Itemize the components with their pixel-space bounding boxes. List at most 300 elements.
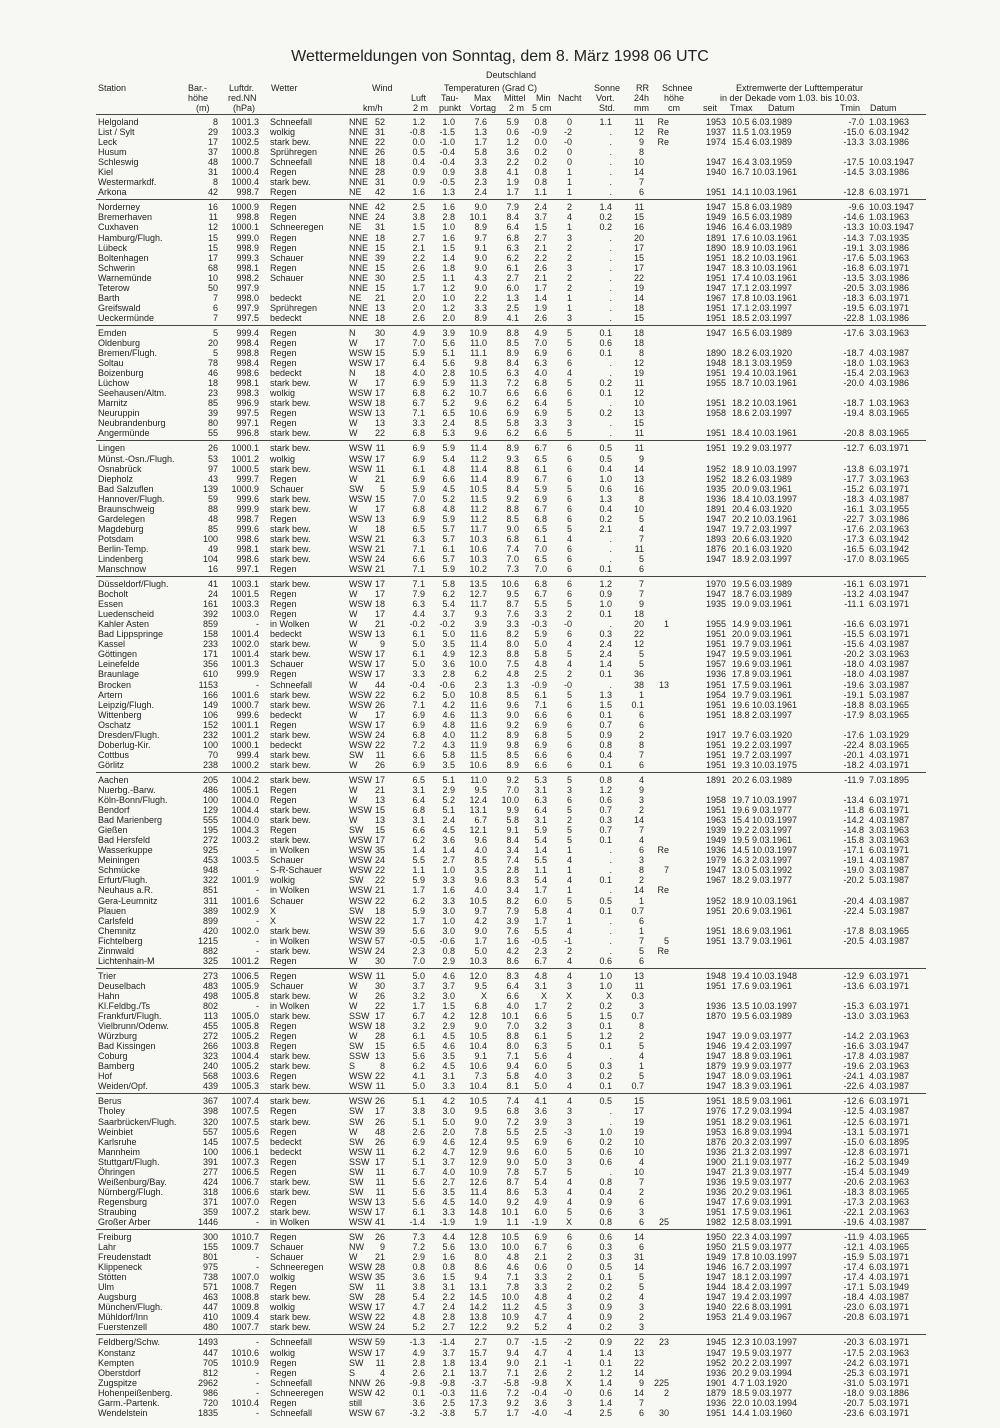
cell-wetter: stark bew. bbox=[270, 1322, 311, 1333]
cell-rr: 19 bbox=[633, 368, 644, 379]
cell-luft: 5.6 bbox=[412, 1176, 425, 1187]
cell-wetter: wolkig bbox=[270, 388, 296, 399]
table-row bbox=[96, 233, 926, 243]
cell-luft: 2.1 bbox=[412, 242, 425, 253]
cell-bar: 277 bbox=[202, 1166, 218, 1177]
cell-luftdr: 998.1 bbox=[236, 262, 259, 273]
cell-luftdr: 1000.5 bbox=[231, 463, 259, 474]
table-row bbox=[96, 1061, 926, 1071]
cell-tau: -0.4 bbox=[439, 147, 455, 158]
cell-luft: -3.2 bbox=[409, 1407, 425, 1418]
cell-tau: 2.9 bbox=[442, 785, 455, 795]
cell-sonne: . bbox=[609, 1051, 612, 1062]
cell-schnee: 25 bbox=[658, 1216, 669, 1227]
cell-rr: 0.7 bbox=[631, 1011, 644, 1022]
cell-tmin: -15.9 bbox=[843, 1252, 864, 1263]
cell-tmin: -14.2 bbox=[843, 815, 864, 826]
cell-tau: 3.0 bbox=[442, 925, 455, 936]
cell-tmax: 18.8 9.03.1961 bbox=[732, 1051, 793, 1062]
cell-mittel: 8.8 bbox=[506, 503, 519, 514]
cell-tau: 3.1 bbox=[442, 1282, 455, 1293]
cell-station: Fichtelberg bbox=[98, 935, 143, 946]
cell-mittel: 8.6 bbox=[506, 1186, 519, 1197]
cell-tau: -1.0 bbox=[439, 137, 455, 148]
cell-mittel: 8.5 bbox=[506, 749, 519, 760]
cell-wind-dir: NW bbox=[349, 1242, 364, 1253]
cell-wetter: bedeckt bbox=[270, 368, 302, 379]
cell-mittel: 5.8 bbox=[506, 1071, 519, 1082]
table-row bbox=[96, 1147, 926, 1157]
cell-seit: 1982 bbox=[705, 1216, 726, 1227]
cell-luft: 2.6 bbox=[412, 1367, 425, 1378]
cell-nacht: 5 bbox=[566, 327, 572, 338]
cell-max: 8.5 bbox=[474, 855, 487, 866]
cell-luft: 1.7 bbox=[412, 1000, 425, 1011]
cell-tau: 3.0 bbox=[442, 1106, 455, 1117]
cell-max: 10.2 bbox=[469, 564, 487, 575]
cell-luftdr: 1005.2 bbox=[231, 1031, 259, 1042]
cell-max: 9.5 bbox=[474, 785, 487, 795]
table-row bbox=[96, 885, 926, 895]
cell-tmin: -20.6 bbox=[843, 1176, 864, 1187]
cell-wind-speed: 67 bbox=[374, 1407, 385, 1418]
cell-sonne: . bbox=[609, 312, 612, 323]
cell-wetter: Schneefall bbox=[270, 117, 313, 127]
cell-wind-speed: 26 bbox=[374, 1377, 385, 1388]
cell-seit: 1947 bbox=[705, 1081, 726, 1092]
cell-mittel: 11.2 bbox=[502, 1302, 519, 1313]
table-row bbox=[96, 599, 926, 609]
cell-wind-dir: WSW bbox=[349, 533, 372, 544]
cell-nacht: 0 bbox=[566, 147, 572, 158]
cell-rr: 1 bbox=[638, 689, 644, 700]
cell-seit: 1951 bbox=[705, 1206, 726, 1217]
cell-bar: 410 bbox=[202, 1312, 218, 1323]
group-divider bbox=[96, 576, 926, 577]
cell-tmin: -18.8 bbox=[843, 699, 864, 710]
header-tmin: Tmin bbox=[840, 103, 860, 113]
cell-station: Weiden/Opf. bbox=[98, 1081, 148, 1092]
cell-wind-speed: 17 bbox=[374, 609, 385, 620]
cell-tmax: 17.8 9.03.1961 bbox=[732, 669, 793, 680]
cell-tmin-datum: 6.03.1971 bbox=[869, 1337, 910, 1348]
cell-rr: 15 bbox=[633, 418, 644, 429]
table-row bbox=[96, 1337, 926, 1347]
cell-sonne: . bbox=[609, 177, 612, 188]
cell-luftdr: - bbox=[256, 915, 259, 926]
cell-wind-speed: 22 bbox=[374, 895, 385, 906]
cell-seit: 1947 bbox=[705, 523, 726, 534]
cell-sonne: 0.6 bbox=[599, 795, 612, 806]
cell-bar: 882 bbox=[202, 945, 218, 956]
cell-luftdr: 1002.9 bbox=[231, 905, 259, 916]
cell-min: -0.9 bbox=[531, 679, 547, 690]
cell-max: 10.9 bbox=[469, 1166, 487, 1177]
cell-wind-speed: 22 bbox=[374, 865, 385, 876]
cell-tmin-datum: 3.03.1986 bbox=[869, 137, 910, 148]
cell-luft: 2.5 bbox=[412, 272, 425, 283]
cell-station: Bad Marienberg bbox=[98, 815, 163, 826]
cell-wetter: stark bew. bbox=[270, 1206, 311, 1217]
cell-wind-dir: WSW bbox=[349, 629, 372, 640]
cell-schnee: Re bbox=[657, 945, 669, 956]
cell-wind-speed: 24 bbox=[374, 729, 385, 740]
cell-min: 1.7 bbox=[534, 282, 547, 293]
cell-bar: 53 bbox=[207, 453, 218, 464]
cell-luftdr: 998.7 bbox=[236, 513, 259, 524]
cell-luft: 6.3 bbox=[412, 533, 425, 544]
cell-station: Barth bbox=[98, 292, 120, 303]
cell-luftdr: 998.8 bbox=[236, 348, 259, 359]
cell-nacht: 6 bbox=[566, 759, 572, 770]
cell-seit: 1951 bbox=[705, 925, 726, 936]
cell-schnee: 23 bbox=[658, 1337, 669, 1348]
cell-wind-dir: SW bbox=[349, 1041, 364, 1052]
cell-wind-dir: W bbox=[349, 1000, 358, 1011]
cell-luftdr: 1006.5 bbox=[231, 1166, 259, 1177]
cell-nacht: 4 bbox=[566, 1051, 572, 1062]
cell-station: Emden bbox=[98, 327, 127, 338]
table-row bbox=[96, 855, 926, 865]
cell-wetter: Regen bbox=[270, 262, 297, 273]
cell-bar: 43 bbox=[207, 473, 218, 484]
cell-bar: 420 bbox=[202, 925, 218, 936]
cell-tmin: -19.1 bbox=[843, 855, 864, 866]
cell-mittel: 8.1 bbox=[506, 1081, 519, 1092]
cell-mittel: 8.8 bbox=[506, 463, 519, 474]
cell-tmax: 18.9 10.03.1961 bbox=[732, 895, 798, 906]
cell-station: Doberlug-Kir. bbox=[98, 739, 151, 750]
cell-tau: 3.6 bbox=[442, 659, 455, 670]
cell-tmin-datum: 6.03.1971 bbox=[869, 629, 910, 640]
cell-tmax: 19.4 10.03.1948 bbox=[732, 970, 798, 981]
cell-tmin: -17.4 bbox=[843, 1262, 864, 1273]
cell-luft: 3.3 bbox=[412, 669, 425, 680]
cell-seit: 1947 bbox=[705, 649, 726, 660]
cell-seit: 1951 bbox=[705, 187, 726, 198]
cell-luftdr: 1003.8 bbox=[231, 1041, 259, 1052]
table-row bbox=[96, 1081, 926, 1091]
cell-station: Görlitz bbox=[98, 759, 125, 770]
table-row bbox=[96, 1177, 926, 1187]
table-row bbox=[96, 177, 926, 187]
cell-tmax: 19.0 9.03.1977 bbox=[732, 1031, 793, 1042]
table-row bbox=[96, 906, 926, 916]
table-row bbox=[96, 358, 926, 368]
cell-station: Coburg bbox=[98, 1051, 128, 1062]
cell-seit: 1950 bbox=[705, 1232, 726, 1243]
cell-bar: 155 bbox=[202, 1242, 218, 1253]
cell-station: Mannheim bbox=[98, 1146, 141, 1157]
cell-min: 4.5 bbox=[534, 1302, 547, 1313]
cell-luftdr: 1006.7 bbox=[231, 1176, 259, 1187]
cell-bar: 42 bbox=[207, 187, 218, 198]
cell-rr: 22 bbox=[633, 1337, 644, 1348]
cell-nacht: 4 bbox=[566, 1081, 572, 1092]
cell-min: 6.6 bbox=[534, 388, 547, 399]
cell-wind-speed: 41 bbox=[374, 1216, 385, 1227]
cell-seit: 1951 bbox=[705, 302, 726, 313]
cell-sonne: . bbox=[609, 292, 612, 303]
cell-bar: 5 bbox=[212, 348, 218, 359]
cell-rr: 6 bbox=[638, 845, 644, 856]
cell-mittel: 7.2 bbox=[506, 378, 519, 389]
cell-tmin: -12.5 bbox=[843, 1116, 864, 1127]
cell-tmin-datum: 6.03.1971 bbox=[869, 1367, 910, 1378]
cell-max: 11.0 bbox=[470, 774, 487, 785]
cell-tau: 2.4 bbox=[442, 1302, 455, 1313]
cell-schnee: Re bbox=[657, 127, 669, 138]
cell-wind-dir: SW bbox=[349, 1176, 364, 1187]
cell-nacht: 2 bbox=[566, 1000, 572, 1011]
cell-tau: 1.0 bbox=[442, 865, 455, 876]
cell-bar: 1446 bbox=[197, 1216, 218, 1227]
cell-wetter: stark bew. bbox=[270, 759, 311, 770]
cell-sonne: 0.8 bbox=[599, 739, 612, 750]
cell-min: 6.8 bbox=[534, 579, 547, 590]
cell-mittel: 6.8 bbox=[506, 533, 519, 544]
cell-tau: 5.1 bbox=[442, 348, 455, 359]
cell-rr: 11 bbox=[634, 117, 644, 127]
cell-wetter: Schneefall bbox=[270, 679, 313, 690]
cell-rr: 3 bbox=[638, 795, 644, 806]
cell-tau: 2.7 bbox=[442, 1176, 455, 1187]
cell-seit: 1950 bbox=[705, 1242, 726, 1253]
table-row bbox=[96, 418, 926, 428]
table-row bbox=[96, 554, 926, 564]
cell-seit: 1951 bbox=[705, 443, 726, 454]
cell-nacht: 5 bbox=[566, 835, 572, 846]
cell-tmax: 19.7 6.03.1920 bbox=[732, 729, 793, 740]
cell-max: 10.3 bbox=[469, 955, 487, 966]
cell-seit: 1947 bbox=[705, 1051, 726, 1062]
table-row bbox=[96, 659, 926, 669]
cell-tau: 5.2 bbox=[442, 493, 455, 504]
cell-tmin-datum: 3.03.1963 bbox=[869, 835, 910, 846]
cell-min: 6.1 bbox=[534, 689, 547, 700]
cell-luftdr: 998.4 bbox=[236, 337, 259, 348]
cell-wind-speed: 18 bbox=[374, 368, 385, 379]
cell-tau: 6.5 bbox=[442, 408, 455, 419]
cell-mittel: 6.8 bbox=[506, 1106, 519, 1117]
cell-wind-dir: WSW bbox=[349, 358, 372, 369]
cell-nacht: 6 bbox=[566, 1242, 572, 1253]
cell-sonne: 0.5 bbox=[599, 1096, 612, 1107]
cell-max: 6.2 bbox=[474, 669, 487, 680]
cell-station: Hannover/Flugh. bbox=[98, 493, 165, 504]
cell-tmax: 11.5 1.03.1959 bbox=[732, 127, 792, 138]
cell-station: Soltau bbox=[98, 358, 124, 369]
table-row bbox=[96, 137, 926, 147]
cell-luft: 0.0 bbox=[412, 137, 425, 148]
cell-mittel: 9.5 bbox=[506, 1136, 519, 1147]
cell-max: 11.2 bbox=[470, 503, 487, 514]
cell-max: 9.8 bbox=[474, 358, 487, 369]
cell-bar: 300 bbox=[202, 1232, 218, 1243]
cell-rr: 7 bbox=[638, 533, 644, 544]
cell-max: 12.3 bbox=[469, 649, 487, 660]
cell-mittel: 9.9 bbox=[506, 805, 519, 816]
cell-wind-speed: 11 bbox=[375, 749, 385, 760]
cell-wind-dir: WSW bbox=[349, 1196, 372, 1207]
cell-wetter: Regen bbox=[270, 825, 297, 836]
cell-wetter: Regen bbox=[270, 187, 297, 198]
cell-rr: 10 bbox=[633, 398, 644, 409]
header-datum1: Datum bbox=[768, 103, 795, 113]
header-nacht: Nacht bbox=[558, 93, 582, 103]
cell-max: 13.1 bbox=[469, 1282, 487, 1293]
cell-luft: 6.1 bbox=[412, 629, 425, 640]
cell-luftdr: 999.9 bbox=[236, 503, 259, 514]
cell-tmin: -17.6 bbox=[843, 729, 864, 740]
cell-wind-speed: 15 bbox=[374, 262, 385, 273]
cell-luft: 5.9 bbox=[412, 348, 425, 359]
cell-wetter: Schauer bbox=[270, 1242, 304, 1253]
cell-rr: 15 bbox=[633, 1096, 644, 1107]
cell-sonne: 1.3 bbox=[599, 689, 612, 700]
cell-luft: 7.1 bbox=[412, 699, 425, 710]
cell-seit: 1955 bbox=[705, 378, 726, 389]
cell-tmin-datum: 10.03.1947 bbox=[869, 202, 915, 213]
cell-max: 3.8 bbox=[474, 167, 487, 178]
cell-station: Marnitz bbox=[98, 398, 128, 409]
cell-luftdr: 997.5 bbox=[236, 408, 259, 419]
cell-station: Braunlage bbox=[98, 669, 140, 680]
cell-sonne: 0.4 bbox=[599, 463, 612, 474]
cell-wind-dir: W bbox=[349, 815, 358, 826]
cell-mittel: 8.4 bbox=[506, 212, 519, 223]
cell-wetter: bedeckt bbox=[270, 709, 302, 720]
cell-tau: 5.0 bbox=[442, 629, 455, 640]
header-divider bbox=[96, 114, 926, 115]
cell-wind-speed: 39 bbox=[374, 925, 385, 936]
table-row bbox=[96, 1011, 926, 1021]
cell-wind-dir: WSW bbox=[349, 925, 372, 936]
cell-luft: 5.2 bbox=[412, 1322, 425, 1333]
cell-tmin: -11.1 bbox=[844, 599, 864, 610]
cell-nacht: -0 bbox=[563, 137, 572, 148]
cell-station: Feldberg/Schw. bbox=[98, 1337, 161, 1348]
cell-bar: 171 bbox=[202, 649, 218, 660]
cell-station: Düsseldorf/Flugh. bbox=[98, 579, 169, 590]
cell-schnee: 225 bbox=[653, 1377, 669, 1388]
cell-wind-dir: SW bbox=[349, 1166, 364, 1177]
cell-tmin-datum: 6.03.1971 bbox=[869, 980, 910, 991]
cell-luft: 0.9 bbox=[412, 167, 425, 178]
cell-tau: 0.8 bbox=[442, 1262, 455, 1273]
cell-sonne: . bbox=[609, 925, 612, 936]
table-row bbox=[96, 1292, 926, 1302]
table-row bbox=[96, 202, 926, 212]
cell-wind-speed: 18 bbox=[374, 157, 385, 168]
cell-mittel: 10.1 bbox=[501, 1011, 519, 1022]
cell-tmin-datum: 2.03.1963 bbox=[869, 1031, 910, 1042]
cell-mittel: 4.6 bbox=[506, 1262, 519, 1273]
cell-tmin-datum: 5.03.1987 bbox=[869, 875, 910, 886]
cell-sonne: . bbox=[609, 619, 612, 630]
cell-wetter: Regen bbox=[270, 1397, 297, 1408]
cell-tmin-datum: 6.03.1971 bbox=[869, 187, 910, 198]
cell-mittel: 1.6 bbox=[506, 935, 519, 946]
cell-sonne: 2.5 bbox=[599, 1407, 612, 1418]
cell-tmin-datum: 4.03.1987 bbox=[869, 815, 910, 826]
cell-luftdr: 996.8 bbox=[236, 428, 259, 439]
cell-nacht: 4 bbox=[566, 1186, 572, 1197]
cell-luft: 6.1 bbox=[412, 1031, 425, 1042]
cell-station: Dresden/Flugh. bbox=[98, 729, 160, 740]
cell-bar: 371 bbox=[202, 1196, 218, 1207]
table-row bbox=[96, 1302, 926, 1312]
cell-nacht: 6 bbox=[566, 699, 572, 710]
table-row bbox=[96, 609, 926, 619]
cell-seit: 1967 bbox=[705, 292, 726, 303]
cell-seit: 1951 bbox=[705, 805, 726, 816]
cell-min: -0.4 bbox=[531, 1387, 547, 1398]
cell-max: 17.3 bbox=[469, 1397, 487, 1408]
cell-min: 6.1 bbox=[534, 1031, 547, 1042]
cell-max: 11.2 bbox=[470, 729, 487, 740]
cell-wind-dir: WSW bbox=[349, 1021, 372, 1032]
cell-tau: 4.8 bbox=[442, 719, 455, 730]
table-row bbox=[96, 1167, 926, 1177]
cell-tmin-datum: 2.03.1963 bbox=[869, 523, 910, 534]
cell-tmin: -13.5 bbox=[843, 272, 864, 283]
cell-tmin: -11.8 bbox=[844, 805, 864, 816]
cell-tmax: 18.6 2.03.1997 bbox=[732, 408, 793, 419]
cell-sonne: 0.2 bbox=[599, 1292, 612, 1303]
cell-sonne: 1.4 bbox=[599, 659, 612, 670]
cell-wetter: Regen bbox=[270, 564, 297, 575]
cell-nacht: 5 bbox=[566, 398, 572, 409]
cell-wetter: stark bew. bbox=[270, 774, 311, 785]
cell-mittel: 3.4 bbox=[506, 885, 519, 896]
cell-tau: 1.2 bbox=[442, 302, 455, 313]
cell-wind-dir: WSW bbox=[349, 1071, 372, 1082]
cell-luft: 6.9 bbox=[412, 378, 425, 389]
cell-luftdr: 1005.0 bbox=[231, 1011, 259, 1022]
cell-mittel: 0.6 bbox=[506, 127, 519, 138]
cell-bar: 23 bbox=[207, 388, 218, 399]
cell-min: 5.0 bbox=[534, 639, 547, 650]
cell-min: 5.8 bbox=[534, 649, 547, 660]
cell-nacht: 4 bbox=[566, 1196, 572, 1207]
cell-luft: 6.6 bbox=[412, 553, 425, 564]
cell-mittel: 8.9 bbox=[506, 729, 519, 740]
cell-tau: 4.8 bbox=[442, 463, 455, 474]
cell-luft: 3.8 bbox=[412, 1282, 425, 1293]
cell-seit: 1937 bbox=[705, 127, 726, 138]
cell-wind-dir: WSW bbox=[349, 935, 372, 946]
cell-max: 1.7 bbox=[474, 935, 487, 946]
cell-luft: 1.5 bbox=[412, 222, 425, 233]
cell-tmin: -19.4 bbox=[843, 408, 864, 419]
cell-max: 14.0 bbox=[469, 1196, 487, 1207]
cell-luftdr: 998.8 bbox=[236, 212, 259, 223]
table-row bbox=[96, 1217, 926, 1227]
cell-tmin-datum: 2.03.1963 bbox=[869, 1206, 910, 1217]
cell-tmin-datum: 6.03.1971 bbox=[869, 579, 910, 590]
cell-station: Konstanz bbox=[98, 1347, 136, 1358]
cell-min: 2.5 bbox=[534, 1126, 547, 1137]
cell-luft: -1.4 bbox=[409, 1216, 425, 1227]
cell-mittel: 2.7 bbox=[506, 272, 519, 283]
cell-rr: 1 bbox=[638, 1061, 644, 1072]
cell-station: Weinbiet bbox=[98, 1126, 133, 1137]
table-row bbox=[96, 740, 926, 750]
cell-wind-dir: WSW bbox=[349, 699, 372, 710]
cell-tmin-datum: 4.03.1986 bbox=[869, 378, 910, 389]
cell-wind-speed: 17 bbox=[374, 649, 385, 660]
